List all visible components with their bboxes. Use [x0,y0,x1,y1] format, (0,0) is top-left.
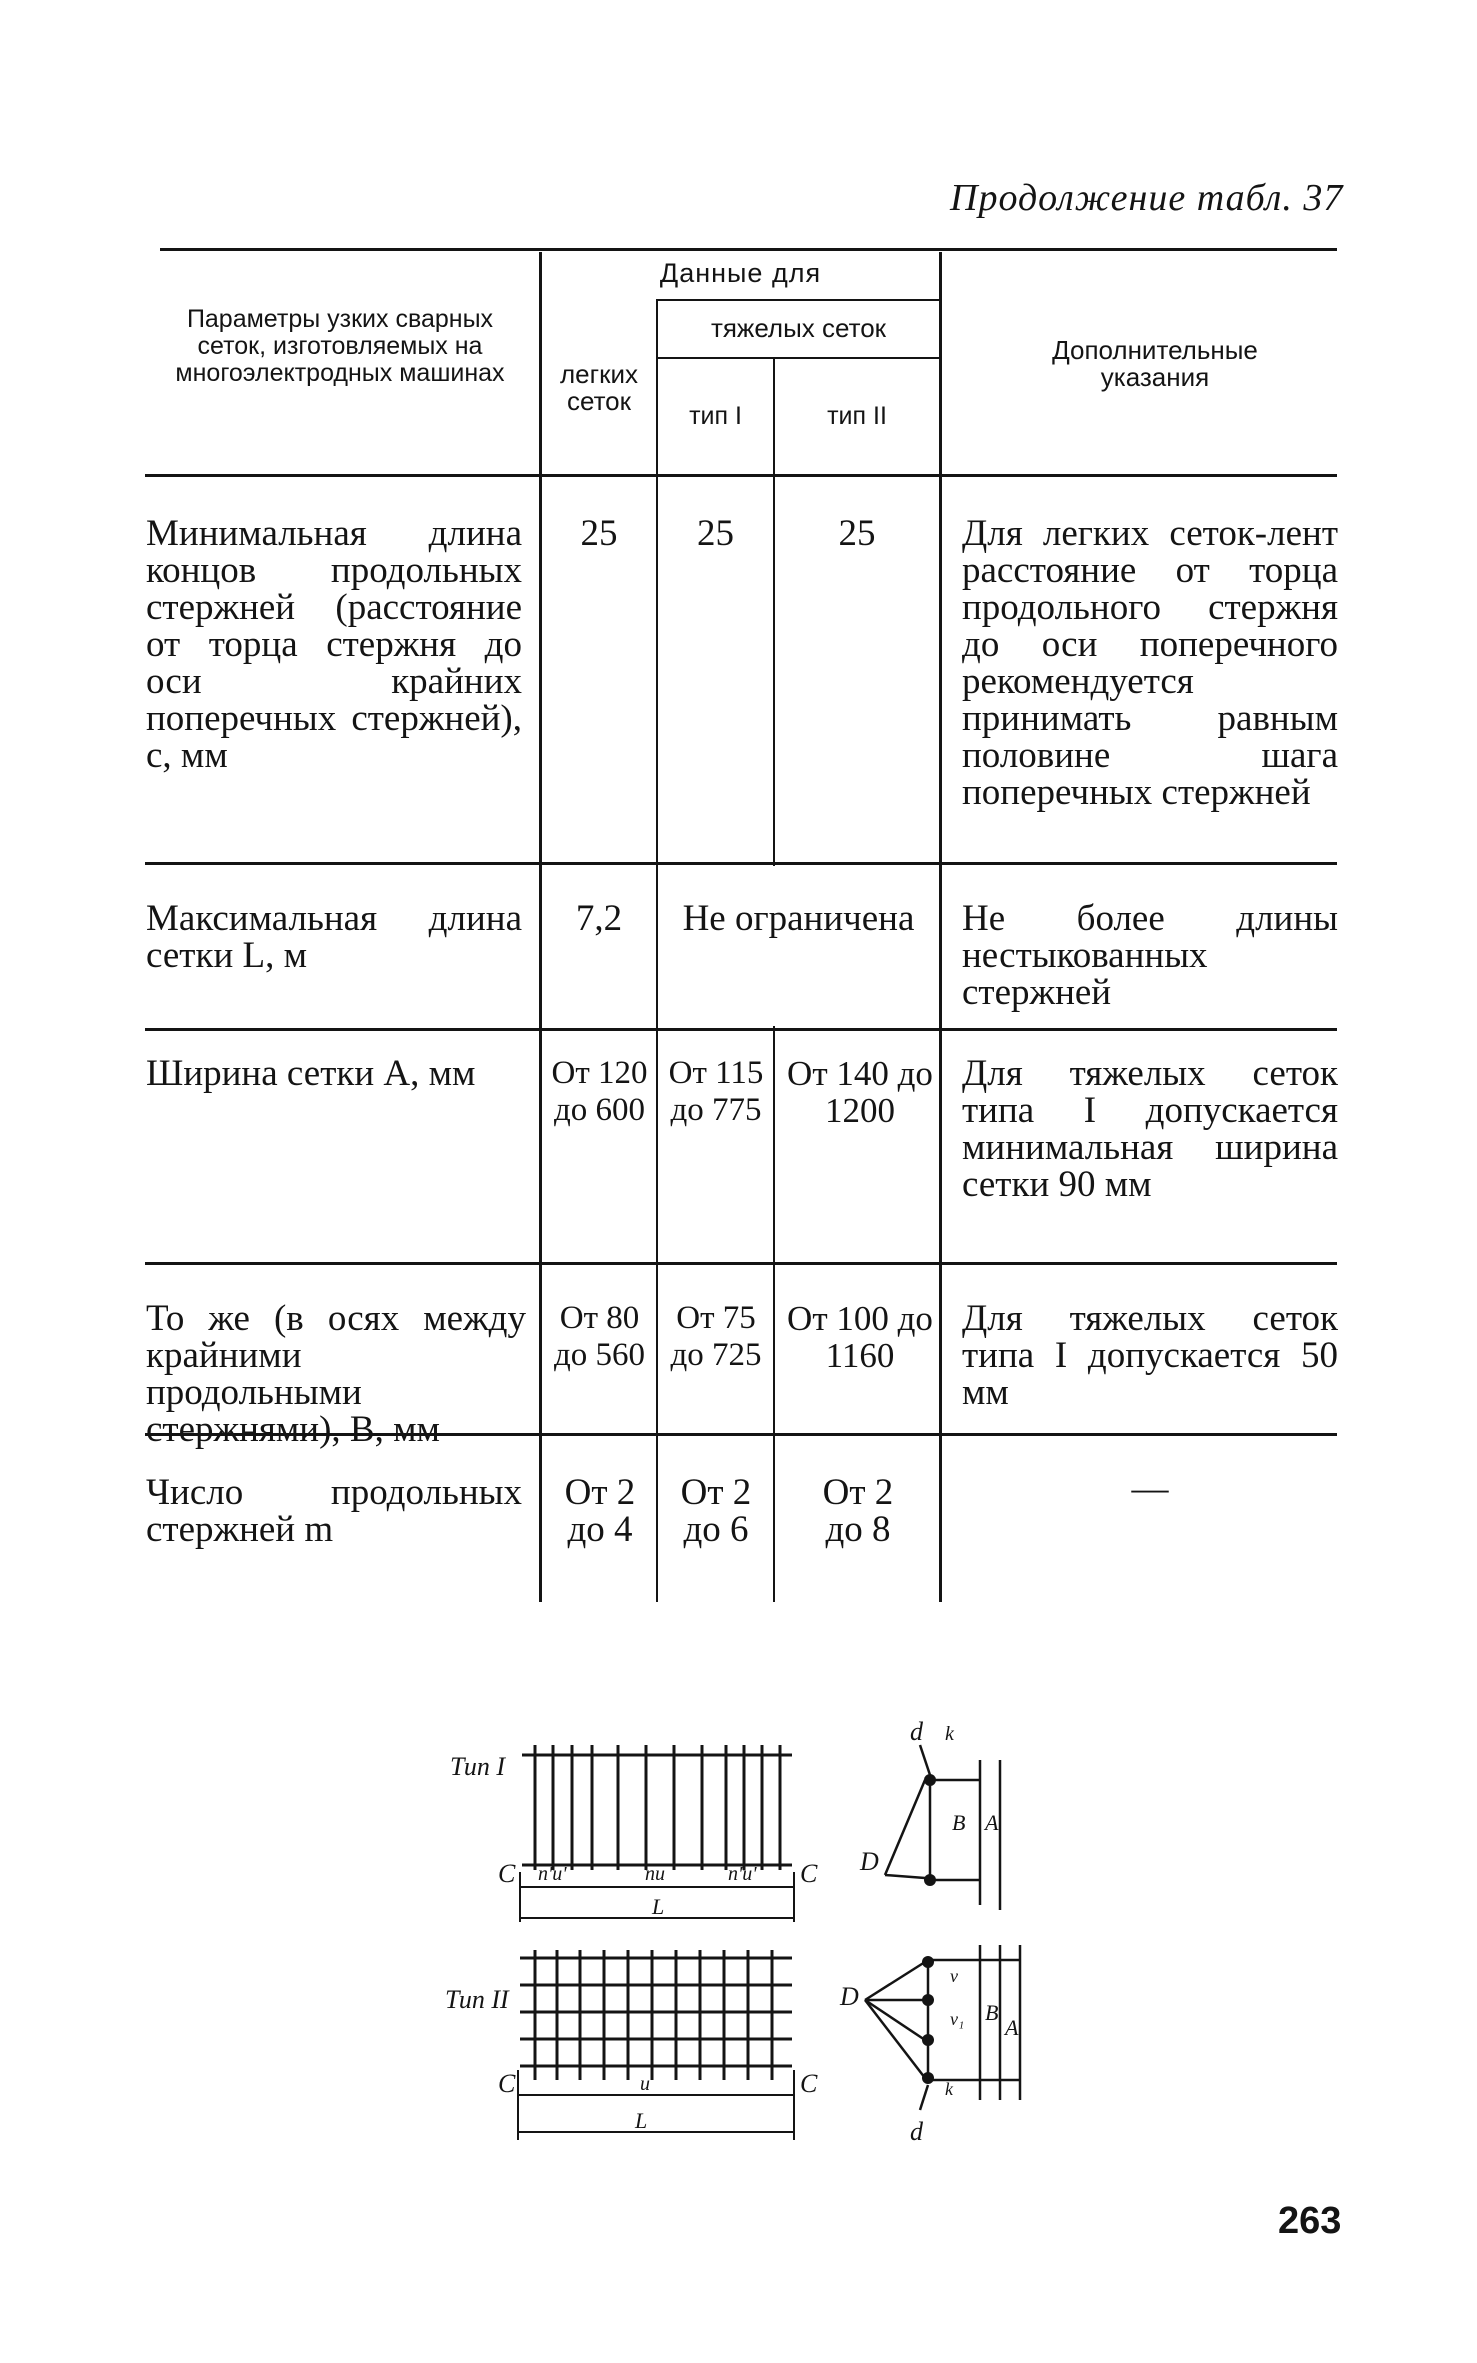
merged-cell-mask [770,866,778,1026]
c-left-2: C [498,2069,516,2098]
row2-light: 7,2 [575,898,623,939]
u-label: u [640,2073,650,2095]
row3-note: Для тяжелых сеток типа I допускается минимальная ширина сетки 90 мм [962,1053,1338,1205]
nu-prime-left: n'u' [538,1863,567,1885]
row2-note: Не более длины нестыкованных стержней [962,898,1338,1013]
v-label: v [950,1966,958,1986]
row-rule-2 [145,1028,1337,1031]
header-data-for: Данные для [659,258,822,288]
c-left-1: C [498,1859,516,1888]
row-rule-1 [145,862,1337,865]
c-right-1: C [800,1859,818,1888]
row3-type2: От 140 до 1200 [787,1054,933,1130]
type1-section-drawing [885,1745,1000,1910]
row2-heavy: Не ограничена [682,898,915,939]
header-notes: Дополнительные указания [1052,335,1258,392]
row4-param: То же (в осях между крайними продольными стержнями), B, мм [146,1298,526,1450]
header-bottom-rule [145,474,1337,477]
row1-light: 25 [580,513,618,554]
table-top-rule [160,248,1337,251]
row1-type2: 25 [838,513,876,554]
nu-label: nu [645,1863,665,1885]
type2-mesh-drawing [518,1950,794,2140]
row1-param: Минимальная длина концов продольных стержней (расстояние от торца стержня до оси крайних поперечных стержней), c, мм [146,513,522,776]
row5-type2: От 2 до 8 [822,1472,894,1550]
type2-section-drawing [865,1945,1020,2110]
k-label-2: k [945,2079,953,2099]
L-label-2: L [635,2108,648,2133]
v1-label: v₁ [950,2009,965,2029]
row5-param: Число продольных стержней m [146,1472,522,1550]
table-caption: Продолжение табл. 37 [950,177,1344,219]
row1-note: Для легких сеток-лент расстояние от торца продольного стержня до оси поперечного рекомендуется принимать равным половине шага поперечных стержней [962,513,1338,813]
row4-type1: От 75 до 725 [670,1300,762,1373]
header-type1: тип I [689,402,742,430]
header-light: легких сеток [559,359,638,416]
row1-type1: 25 [697,513,734,554]
page-number: 263 [1278,2200,1342,2242]
row4-light: От 80 до 560 [553,1300,646,1373]
header-parameters: Параметры узких сварных сеток, изготовляемых на многоэлектродных машинах [175,305,505,387]
col-sep-2 [656,300,658,1602]
d-label-2: d [910,2117,923,2146]
row4-note: Для тяжелых сеток типа I допускается 50 мм [962,1298,1338,1413]
row2-param: Максимальная длина сетки L, м [146,898,522,976]
type2-label: Тип II [445,1985,509,2014]
L-label-1: L [652,1894,665,1919]
header-heavy-rule [656,299,939,301]
B-label-2: B [985,2000,999,2025]
header-type-rule [656,357,939,359]
row5-light: От 2 до 4 [564,1472,636,1550]
mesh-figure [420,1700,1060,2180]
row3-type1: От 115 до 775 [668,1055,764,1128]
col-sep-4 [939,252,942,1602]
d-label-1: d [910,1717,923,1746]
header-heavy: тяжелых сеток [710,313,887,343]
k-label-1: k [945,1723,954,1745]
row3-param: Ширина сетки A, мм [146,1053,476,1094]
row3-light: От 120 до 600 [551,1055,648,1128]
c-right-2: C [800,2069,818,2098]
nu-prime-right: n'u' [728,1863,757,1885]
D-label-1: D [860,1847,879,1876]
type1-label: Тип I [450,1752,505,1781]
row5-note: — [1131,1468,1169,1509]
A-label-1: A [985,1810,999,1835]
A-label-2: A [1005,2015,1019,2040]
row5-type1: От 2 до 6 [680,1472,752,1550]
header-type2: тип II [827,402,887,430]
row-rule-3 [145,1262,1337,1265]
D-label-2: D [840,1982,859,2011]
row4-type2: От 100 до 1160 [787,1299,933,1375]
B-label-1: B [952,1810,966,1835]
